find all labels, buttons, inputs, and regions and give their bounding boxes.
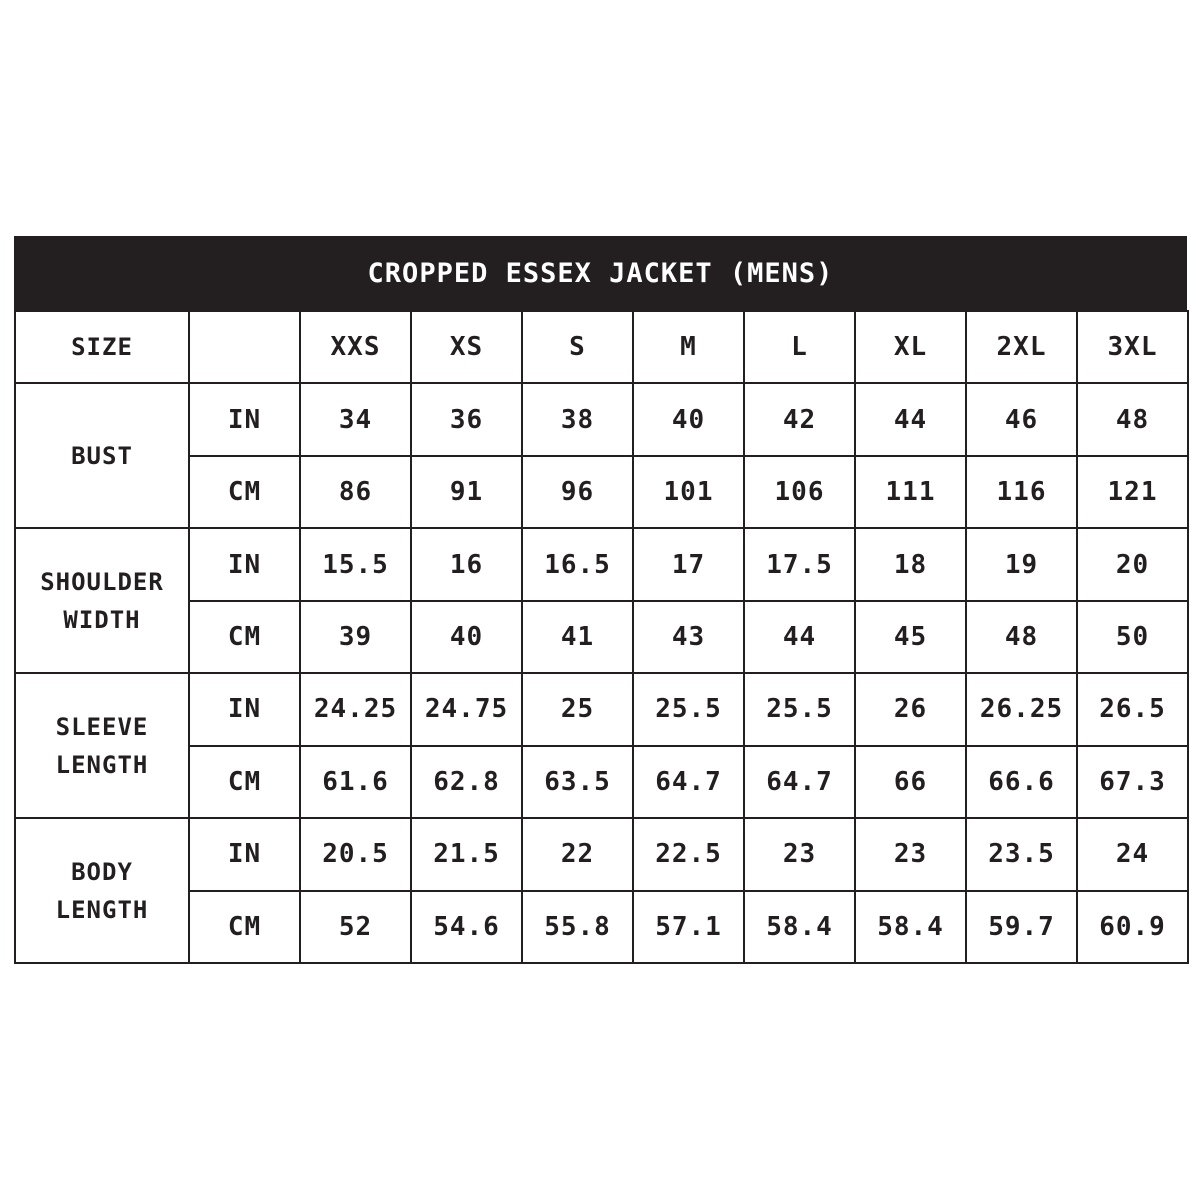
value-cell: 44 [855, 383, 966, 455]
bust-label [15, 383, 189, 528]
value-cell: 55.8 [522, 891, 633, 964]
size-header-2xl: 2XL [966, 311, 1077, 383]
header-row [15, 311, 1188, 383]
value-cell: 64.7 [633, 746, 744, 818]
size-header-l: L [744, 311, 855, 383]
sleeve-length-in-row [15, 673, 1188, 745]
value-cell: 106 [744, 456, 855, 528]
size-header-3xl: 3XL [1077, 311, 1188, 383]
shoulder-width-cm-row [15, 601, 1188, 673]
value-cell: 26 [855, 673, 966, 745]
body-length-cm-row [15, 891, 1188, 964]
size-chart [14, 236, 1187, 964]
size-table [14, 310, 1189, 964]
unit-label-cm: CM [189, 456, 300, 528]
bust-label-line: BUST [71, 441, 133, 470]
value-cell: 23.5 [966, 818, 1077, 890]
value-cell: 66.6 [966, 746, 1077, 818]
unit-label-cm: CM [189, 601, 300, 673]
sleeve-length-label-line: LENGTH [55, 750, 149, 779]
body-length-label-line: LENGTH [55, 895, 149, 924]
value-cell: 40 [633, 383, 744, 455]
value-cell: 38 [522, 383, 633, 455]
unit-header-cell [189, 311, 300, 383]
value-cell: 26.25 [966, 673, 1077, 745]
value-cell: 18 [855, 528, 966, 600]
chart-title: CROPPED ESSEX JACKET (MENS) [14, 236, 1187, 310]
value-cell: 46 [966, 383, 1077, 455]
value-cell: 66 [855, 746, 966, 818]
size-header-xs: XS [411, 311, 522, 383]
value-cell: 43 [633, 601, 744, 673]
value-cell: 45 [855, 601, 966, 673]
body-length-in-row [15, 818, 1188, 890]
value-cell: 17.5 [744, 528, 855, 600]
value-cell: 16.5 [522, 528, 633, 600]
value-cell: 21.5 [411, 818, 522, 890]
value-cell: 52 [300, 891, 411, 964]
value-cell: 40 [411, 601, 522, 673]
value-cell: 54.6 [411, 891, 522, 964]
value-cell: 17 [633, 528, 744, 600]
value-cell: 57.1 [633, 891, 744, 964]
value-cell: 67.3 [1077, 746, 1188, 818]
value-cell: 19 [966, 528, 1077, 600]
value-cell: 42 [744, 383, 855, 455]
value-cell: 91 [411, 456, 522, 528]
value-cell: 48 [1077, 383, 1188, 455]
value-cell: 25 [522, 673, 633, 745]
value-cell: 34 [300, 383, 411, 455]
size-header-xl: XL [855, 311, 966, 383]
size-header-m: M [633, 311, 744, 383]
size-header-label: SIZE [15, 311, 189, 383]
bust-cm-row [15, 456, 1188, 528]
value-cell: 50 [1077, 601, 1188, 673]
value-cell: 23 [855, 818, 966, 890]
value-cell: 116 [966, 456, 1077, 528]
size-header-s: S [522, 311, 633, 383]
value-cell: 111 [855, 456, 966, 528]
shoulder-width-in-row [15, 528, 1188, 600]
value-cell: 101 [633, 456, 744, 528]
value-cell: 44 [744, 601, 855, 673]
value-cell: 24 [1077, 818, 1188, 890]
bust-in-row [15, 383, 1188, 455]
value-cell: 48 [966, 601, 1077, 673]
value-cell: 58.4 [855, 891, 966, 964]
unit-label-in: IN [189, 818, 300, 890]
value-cell: 22 [522, 818, 633, 890]
value-cell: 16 [411, 528, 522, 600]
value-cell: 62.8 [411, 746, 522, 818]
value-cell: 86 [300, 456, 411, 528]
value-cell: 39 [300, 601, 411, 673]
unit-label-in: IN [189, 383, 300, 455]
value-cell: 15.5 [300, 528, 411, 600]
body-length-label-line: BODY [71, 857, 133, 886]
value-cell: 24.75 [411, 673, 522, 745]
value-cell: 60.9 [1077, 891, 1188, 964]
value-cell: 96 [522, 456, 633, 528]
value-cell: 61.6 [300, 746, 411, 818]
body-length-label [15, 818, 189, 963]
value-cell: 25.5 [633, 673, 744, 745]
value-cell: 41 [522, 601, 633, 673]
value-cell: 25.5 [744, 673, 855, 745]
sleeve-length-label [15, 673, 189, 818]
sleeve-length-cm-row [15, 746, 1188, 818]
unit-label-cm: CM [189, 891, 300, 964]
shoulder-width-label-line: SHOULDER [40, 567, 164, 596]
unit-label-in: IN [189, 528, 300, 600]
sleeve-length-label-line: SLEEVE [55, 712, 149, 741]
value-cell: 20.5 [300, 818, 411, 890]
value-cell: 20 [1077, 528, 1188, 600]
value-cell: 58.4 [744, 891, 855, 964]
value-cell: 24.25 [300, 673, 411, 745]
value-cell: 23 [744, 818, 855, 890]
value-cell: 26.5 [1077, 673, 1188, 745]
unit-label-in: IN [189, 673, 300, 745]
value-cell: 36 [411, 383, 522, 455]
value-cell: 121 [1077, 456, 1188, 528]
size-header-xxs: XXS [300, 311, 411, 383]
value-cell: 64.7 [744, 746, 855, 818]
unit-label-cm: CM [189, 746, 300, 818]
value-cell: 22.5 [633, 818, 744, 890]
shoulder-width-label [15, 528, 189, 673]
shoulder-width-label-line: WIDTH [63, 605, 141, 634]
value-cell: 63.5 [522, 746, 633, 818]
value-cell: 59.7 [966, 891, 1077, 964]
